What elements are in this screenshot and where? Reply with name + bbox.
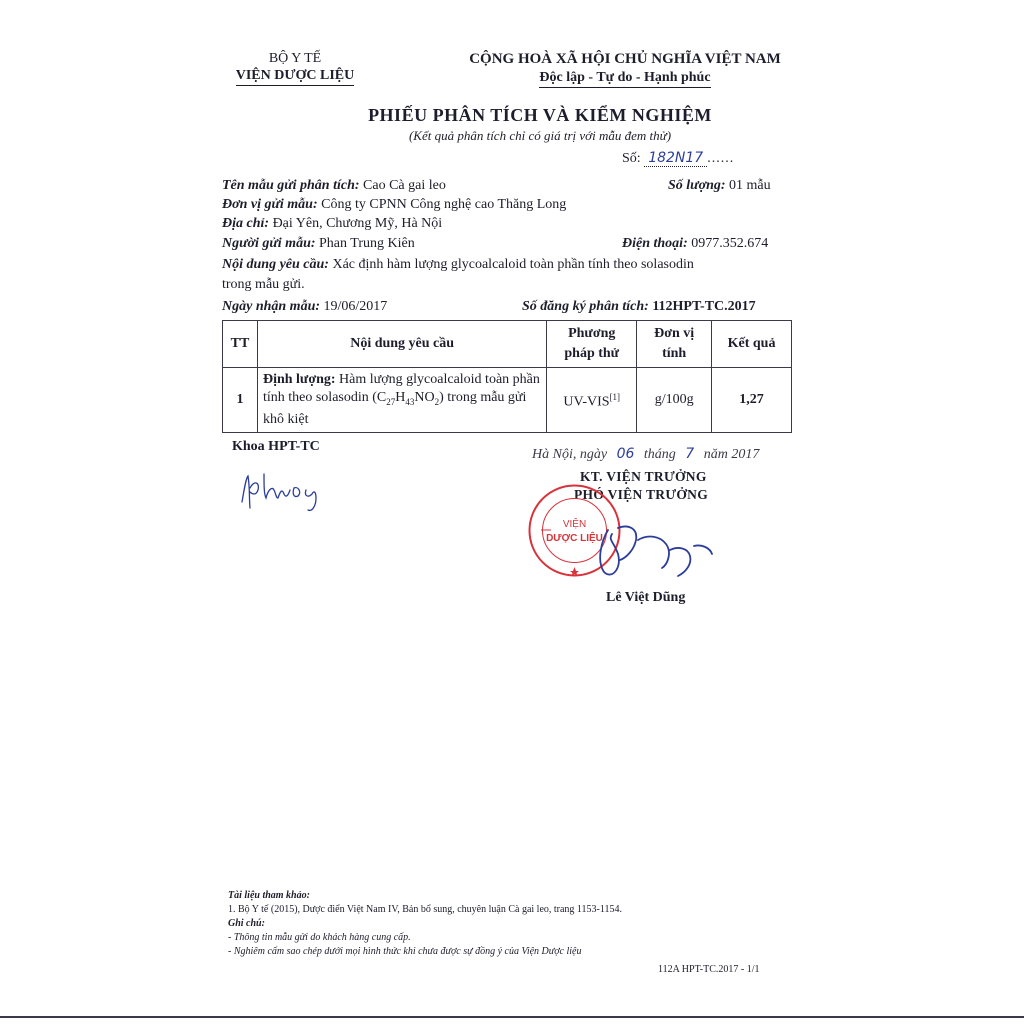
header-method: Phương pháp thử (547, 321, 637, 368)
date-label: Ngày nhận mẫu: (222, 299, 321, 314)
ref-1: 1. Bộ Y tế (2015), Dược điển Việt Nam IV, Bản bổ sung, chuyên luận Cà gai leo, trang 1153-1154. (228, 904, 623, 915)
country-name: CỘNG HOÀ XÃ HỘI CHỦ NGHĨA VIỆT NAM (469, 51, 781, 67)
table-header-row (223, 321, 792, 368)
sender-label: Người gửi mẫu: (222, 236, 316, 251)
results-table (222, 320, 792, 433)
unit-row (222, 197, 566, 213)
signer-name: Lê Việt Dũng (606, 590, 686, 605)
phone-row (622, 236, 768, 252)
phone-value: 0977.352.674 (691, 236, 769, 251)
department-label: Khoa HPT-TC (232, 439, 320, 454)
signoff-date: Hà Nội, ngày 06 tháng 7 năm 2017 (532, 446, 760, 462)
sender-value: Phan Trung Kiên (319, 236, 415, 251)
handwritten-initial (236, 468, 336, 514)
number-value: 182N17 (644, 150, 707, 167)
sample-name-label: Tên mẫu gửi phân tích: (222, 178, 360, 193)
signoff-title1: KT. VIỆN TRƯỞNG (580, 469, 707, 484)
svg-text:VIỆN: VIỆN (562, 519, 587, 530)
header-left (220, 50, 370, 86)
header-result: Kết quả (712, 321, 792, 368)
number-label: Số: (622, 151, 641, 166)
cell-tt: 1 (223, 368, 258, 433)
request-row-2 (222, 277, 305, 293)
document-number: Số: 182N17 ...... (622, 150, 735, 166)
cell-method: UV-VIS[1] (547, 368, 637, 433)
request-label: Nội dung yêu cầu: (222, 257, 329, 272)
quantity-label: Số lượng: (668, 178, 726, 193)
table-row (223, 368, 792, 433)
phone-label: Điện thoại: (622, 236, 688, 251)
refs-label: Tài liệu tham khảo: (228, 890, 310, 901)
registration-value: 112HPT-TC.2017 (652, 299, 756, 314)
note-1: - Thông tin mẫu gửi do khách hàng cung cấp. (228, 932, 411, 943)
cell-content: Định lượng: Hàm lượng glycoalcaloid toàn phần tính theo solasodin $(C_{27}H_{43}NO_2)$ trong mẫu gửi khô kiệt (257, 368, 546, 433)
document-title: PHIẾU PHÂN TÍCH VÀ KIỂM NGHIỆM (368, 105, 712, 125)
registration-label: Số đăng ký phân tích: (522, 299, 649, 314)
institute-name: VIỆN DƯỢC LIỆU (236, 67, 355, 86)
notes-label: Ghi chú: (228, 918, 265, 929)
address-value: Đại Yên, Chương Mỹ, Hà Nội (272, 216, 443, 231)
signature (578, 510, 728, 590)
unit-value: Công ty CPNN Công nghệ cao Thăng Long (321, 197, 567, 212)
quantity-value: 01 mẫu (729, 178, 771, 193)
header-content: Nội dung yêu cầu (257, 321, 546, 368)
ministry-name: BỘ Y TẾ (268, 51, 322, 66)
page-code: 112A HPT-TC.2017 - 1/1 (658, 964, 760, 975)
sample-name-row (222, 178, 446, 194)
cell-result: 1,27 (712, 368, 792, 433)
date-row (222, 299, 387, 315)
request-row (222, 257, 694, 273)
sample-name-value: Cao Cà gai leo (363, 178, 446, 193)
date-value: 19/06/2017 (323, 299, 388, 314)
signoff-day: 06 (616, 446, 635, 462)
page-edge-line (0, 1016, 1024, 1018)
header-tt: TT (223, 321, 258, 368)
cell-unit: g/100g (637, 368, 712, 433)
document-subtitle: (Kết quả phân tích chỉ có giá trị với mẫu đem thử) (408, 128, 672, 143)
signoff-month: 7 (685, 446, 695, 462)
address-label: Địa chỉ: (222, 216, 270, 231)
request-value-line1: Xác định hàm lượng glycoalcaloid toàn phần tính theo solasodin (332, 257, 694, 272)
signoff-title2: PHÓ VIỆN TRƯỞNG (574, 487, 709, 502)
note-2: - Nghiêm cấm sao chép dưới mọi hình thức khi chưa được sự đồng ý của Viện Dược liệu (228, 946, 582, 957)
motto: Độc lập - Tự do - Hạnh phúc (539, 69, 710, 88)
address-row (222, 216, 442, 232)
svg-text:DƯỢC LIỆU: DƯỢC LIỆU (546, 533, 603, 544)
request-value-line2: trong mẫu gửi. (222, 277, 305, 292)
sender-row (222, 236, 415, 252)
quantity-row (668, 178, 771, 194)
registration-row (522, 299, 756, 315)
unit-label: Đơn vị gửi mẫu: (222, 197, 318, 212)
header-unit: Đơn vị tính (637, 321, 712, 368)
header-right (440, 50, 810, 88)
